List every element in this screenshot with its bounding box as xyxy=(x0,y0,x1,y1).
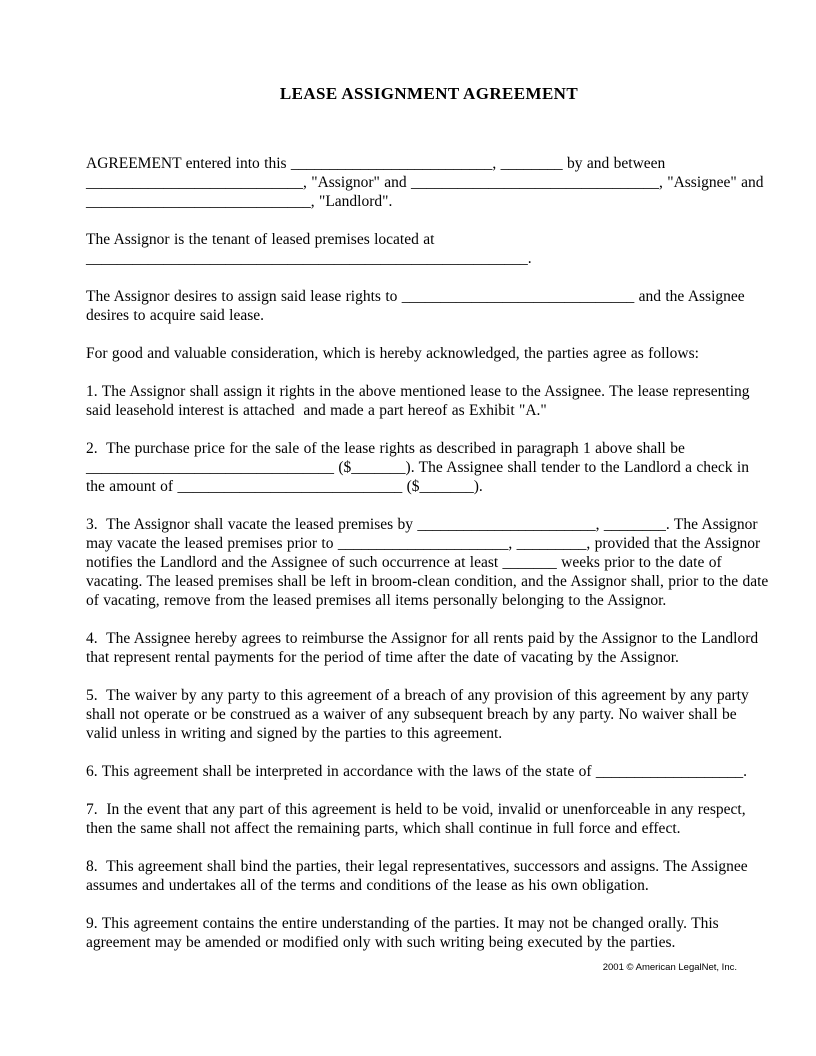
paragraph-clause-4: 4. The Assignee hereby agrees to reimburse the Assignor for all rents paid by the Assignor to the Landlord that represent rental payments for the period of time after the date of vacating by the Assignor. xyxy=(86,630,763,666)
paragraph-preamble: AGREEMENT entered into this __________________________, ________ by and between ____________________________, "Assignor" and ________________________________, "Assignee" and _____________________________, "Landlord". xyxy=(86,155,768,210)
paragraph-clause-5: 5. The waiver by any party to this agreement of a breach of any provision of this agreement by any party shall not operate or be construed as a waiver of any subsequent breach by any party. No waiver shall be valid unless in writing and signed by the parties to this agreement. xyxy=(86,687,754,742)
paragraph-clause-3: 3. The Assignor shall vacate the leased premises by _______________________, ________. The Assignor may vacate the leased premises prior to ______________________, _________, provided that the Assignor notifies the Landlord and the Assignee of such occurrence at least _______ weeks prior to the date of vacating. The leased premises shall be left in broom-clean condition, and the Assignor shall, prior to the date of vacating, remove from the leased premises all items personally belonging to the Assignor. xyxy=(86,516,773,609)
paragraph-clause-9: 9. This agreement contains the entire understanding of the parties. It may not be changed orally. This agreement may be amended or modified only with such writing being executed by the parties. xyxy=(86,915,724,951)
paragraph-clause-2: 2. The purchase price for the sale of the lease rights as described in paragraph 1 above shall be ________________________________ ($_______). The Assignee shall tender to the Landlord a check in the amount of _____________________________ ($_______). xyxy=(86,440,754,495)
paragraph-clause-6: 6. This agreement shall be interpreted in accordance with the laws of the state of ___________________. xyxy=(86,763,748,780)
paragraph-premises: The Assignor is the tenant of leased premises located at _________________________________________________________. xyxy=(86,231,532,267)
document-body xyxy=(86,84,772,971)
paragraph-assignment-intent: The Assignor desires to assign said lease rights to ______________________________ and the Assignee desires to acquire said lease. xyxy=(86,288,750,324)
paragraph-clause-7: 7. In the event that any part of this agreement is held to be void, invalid or unenforceable in any respect, then the same shall not affect the remaining parts, which shall continue in full force and effect. xyxy=(86,801,750,837)
paragraph-clause-8: 8. This agreement shall bind the parties, their legal representatives, successors and assigns. The Assignee assumes and undertakes all of the terms and conditions of the lease as his own obligation. xyxy=(86,858,753,894)
paragraph-clause-1: 1. The Assignor shall assign it rights in the above mentioned lease to the Assignee. The lease representing said leasehold interest is attached and made a part hereof as Exhibit "A." xyxy=(86,383,754,419)
document-title: LEASE ASSIGNMENT AGREEMENT xyxy=(279,84,579,103)
copyright-notice: 2001 © American LegalNet, Inc. xyxy=(602,962,737,973)
paragraph-consideration: For good and valuable consideration, which is hereby acknowledged, the parties agree as follows: xyxy=(86,345,699,362)
